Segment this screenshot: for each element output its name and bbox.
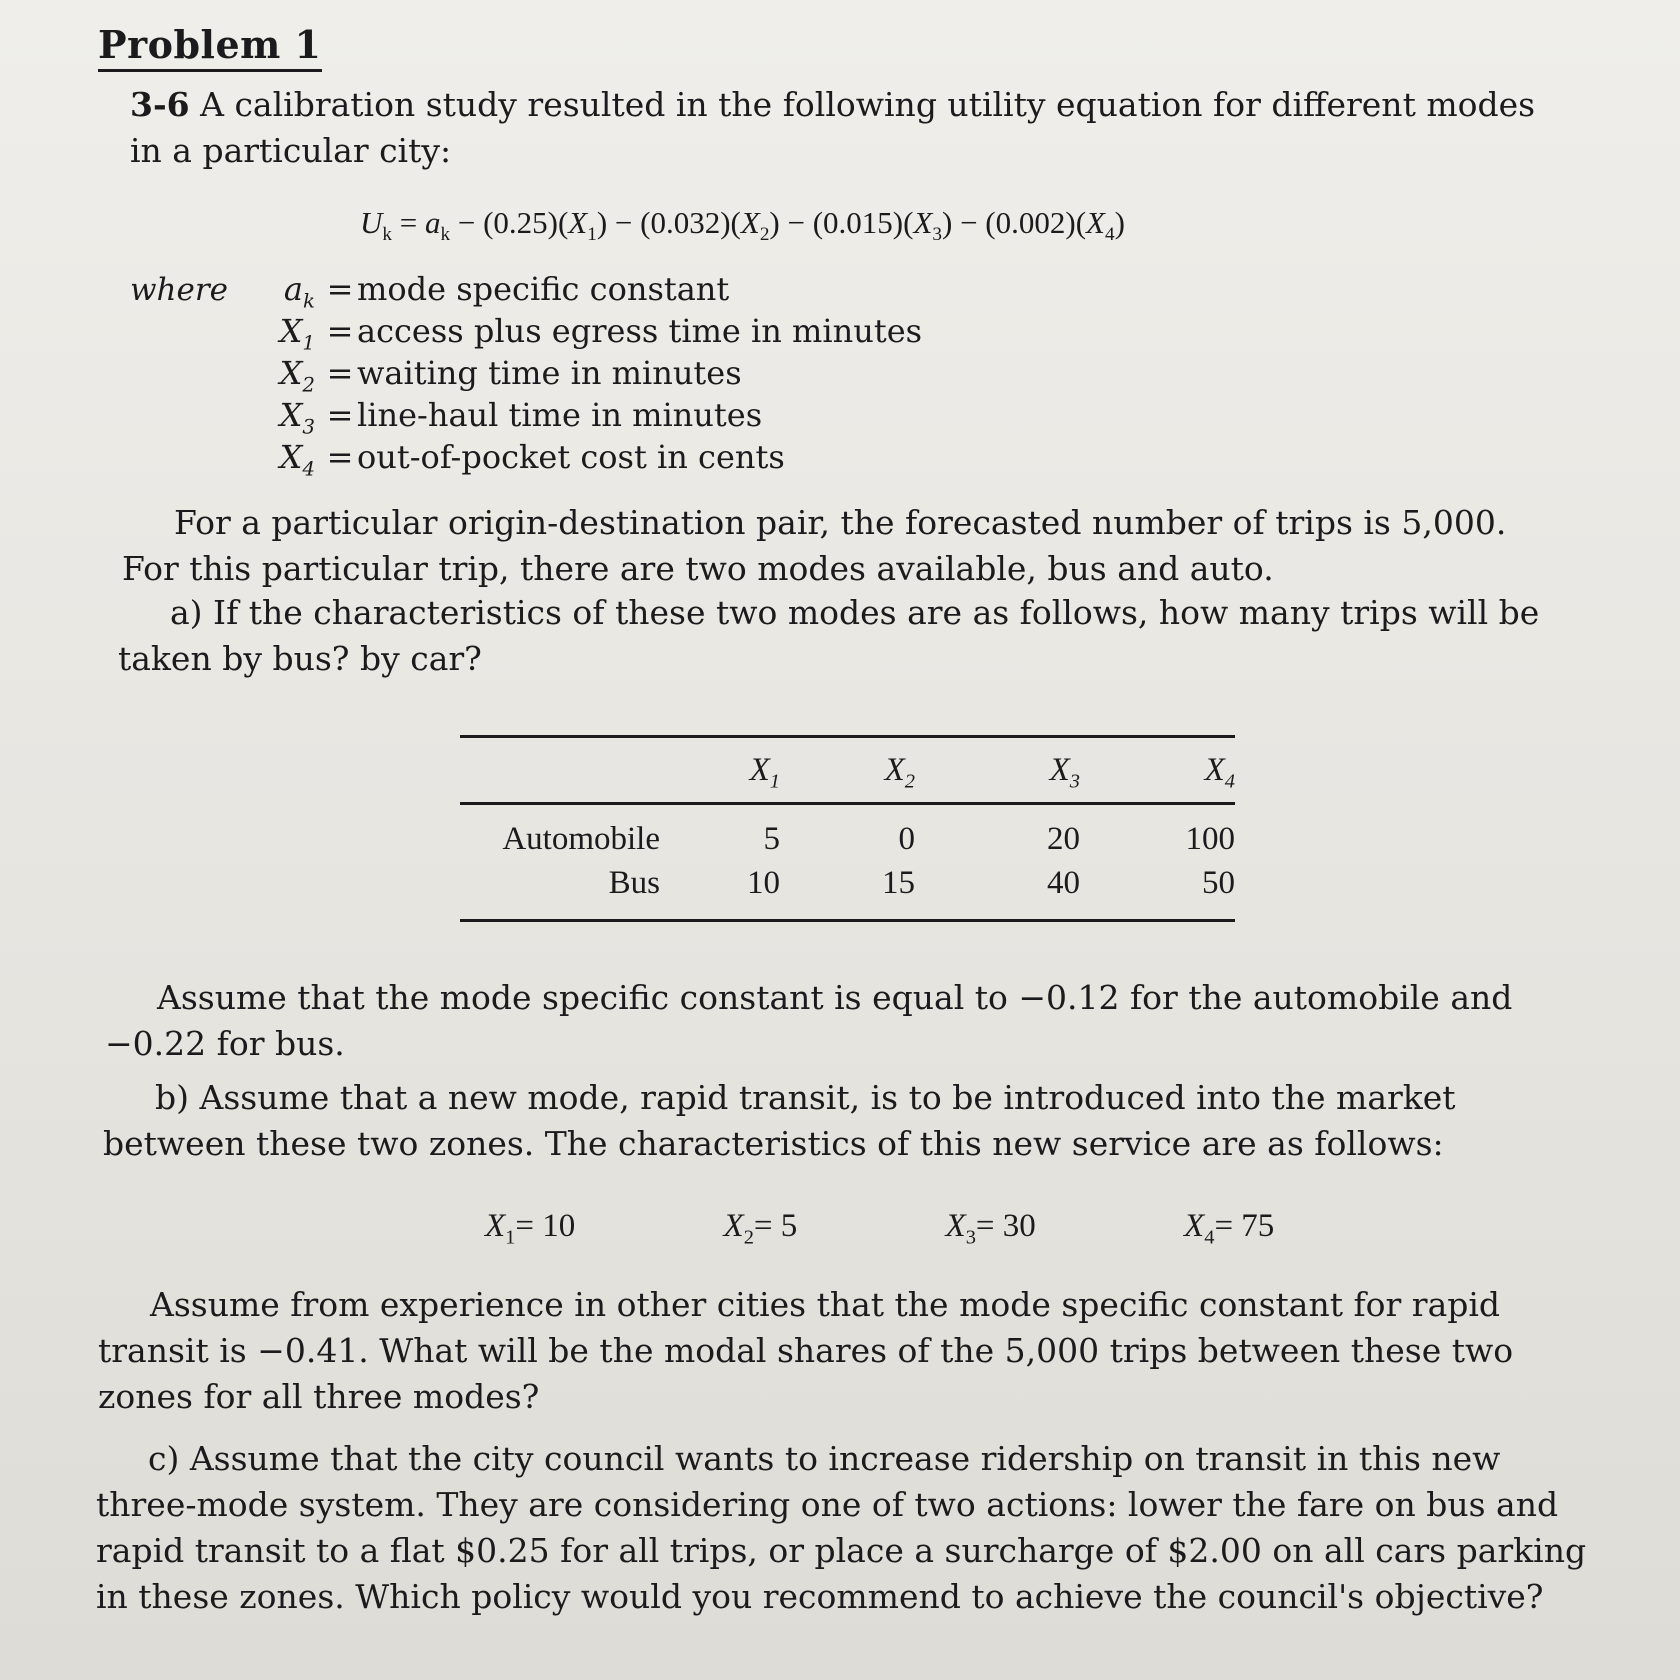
header-x1: $X_1$ [749,752,780,793]
question-b: b) Assume that a new mode, rapid transit, is to be introduced into the market between these two zones. The characteristics of this new service are as follows: [103,1078,1456,1163]
table-top-rule [460,735,1235,738]
assume-paragraph: Assume that the mode specific constant is equal to −0.12 for the automobile and −0.22 for bus. [105,978,1513,1063]
where-label: where [130,272,229,308]
header-x4: $X_4$ [1204,752,1235,793]
rapid-transit-constant-paragraph: Assume from experience in other cities that the mode specific constant for rapid transit is −0.41. What will be the modal shares of the 5,000 trips between these two zones for all three modes? [98,1285,1514,1416]
forecast-paragraph: For a particular origin-destination pair, the forecasted number of trips is 5,000. For this particular trip, there are two modes available, bus and auto. [122,503,1507,588]
definition-x2: $X_2$ = waiting time in minutes [279,354,742,397]
utility-equation: $U_k = a_k - (0.25)(X_1) - (0.032)(X_2) - (0.015)(X_3) - (0.002)(X_4)$ [360,205,1125,246]
header-x2: $X_2$ [884,752,915,793]
definition-ak: $a_k$ = mode specific constant [283,270,730,313]
definition-x1: $X_1$ = access plus egress time in minutes [279,312,923,355]
new-x3: $X_3= 30$ [945,1208,1036,1249]
problem-title: Problem 1 [98,22,322,72]
question-a: a) If the characteristics of these two modes are as follows, how many trips will be taken by bus? by car? [118,593,1540,678]
definition-x3: $X_3$ = line-haul time in minutes [279,396,763,439]
problem-number: 3-6 [130,85,190,124]
table-row: Bus 10 15 40 50 [608,865,1235,901]
table-row: Automobile 5 0 20 100 [502,821,1235,857]
mode-characteristics-table [460,735,1235,922]
table-bottom-rule [460,919,1235,922]
definition-x4: $X_4$ = out-of-pocket cost in cents [279,438,785,481]
intro-text: A calibration study resulted in the following utility equation for different modes in a particular city: [130,85,1536,170]
new-x2: $X_2= 5$ [723,1208,798,1249]
new-x4: $X_4= 75$ [1184,1208,1275,1249]
table-header-row [460,752,1235,796]
table-header-rule [460,802,1235,805]
rapid-transit-characteristics [485,1208,1414,1250]
question-c: c) Assume that the city council wants to increase ridership on transit in this new three-mode system. They are considering one of two actions: lower the fare on bus and rapid transit to a flat $0.25 for all trips, or place a surcharge of $2.00 on all cars parking in these zones. Which policy would you recommend to achieve the council's objective? [96,1439,1587,1616]
header-x3: $X_3$ [1049,752,1080,793]
intro-paragraph [130,82,1550,174]
new-x1: $X_1= 10$ [485,1208,576,1249]
